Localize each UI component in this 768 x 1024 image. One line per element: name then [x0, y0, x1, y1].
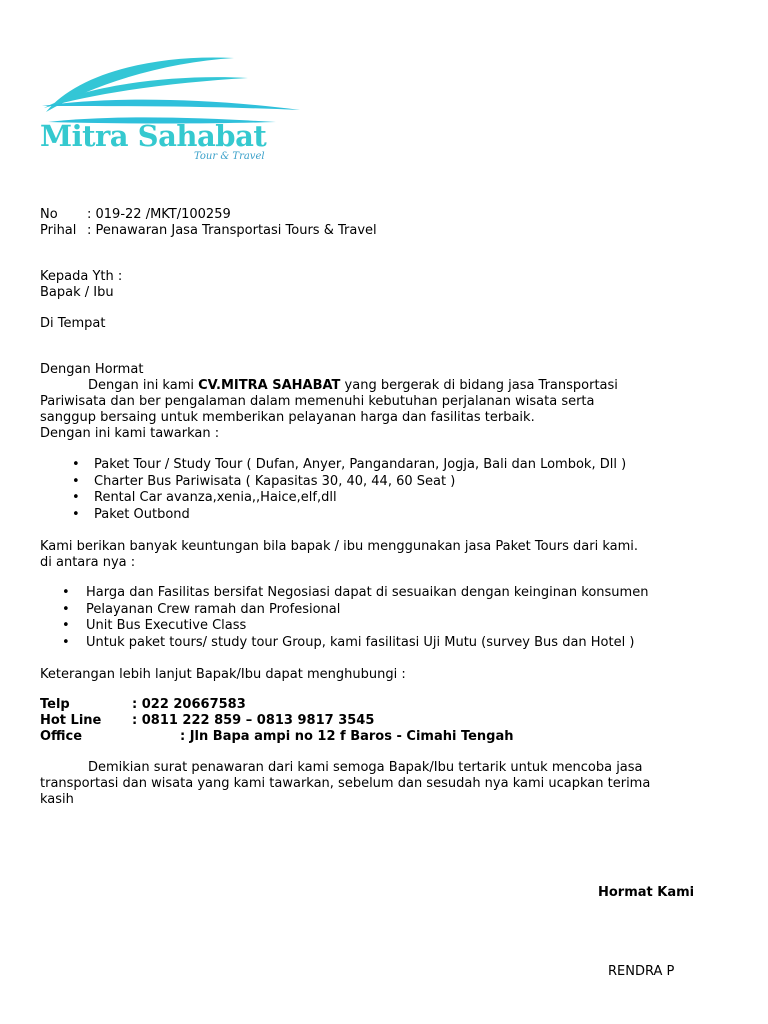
- offer-list: [40, 457, 626, 523]
- closing-line: transportasi dan wisata yang kami tawarkan, sebelum dan sesudah nya kami ucapkan terima: [40, 776, 651, 791]
- intro-paragraph-line: Pariwisata dan ber pengalaman dalam memenuhi kebutuhan perjalanan wisata serta: [40, 394, 595, 409]
- office-label: Office: [40, 729, 83, 744]
- recipient-line: Kepada Yth :: [40, 269, 123, 284]
- intro-pre: Dengan ini kami: [88, 378, 199, 393]
- list-item: • Paket Outbond: [40, 507, 626, 524]
- phone-label: Telp: [40, 697, 70, 712]
- recipient-line: Bapak / Ibu: [40, 285, 114, 300]
- offer-intro: Dengan ini kami tawarkan :: [40, 426, 220, 441]
- company-logo: [38, 52, 300, 168]
- hotline-label: Hot Line: [40, 713, 102, 728]
- recipient-place: Di Tempat: [40, 316, 106, 331]
- benefit-intro: Kami berikan banyak keuntungan bila bapak / ibu menggunakan jasa Paket Tours dari kami.: [40, 539, 639, 554]
- office-value: : Jln Bapa ampi no 12 f Baros - Cimahi Tengah: [180, 729, 514, 744]
- company-name: CV.MITRA SAHABAT: [198, 378, 341, 393]
- list-item: • Pelayanan Crew ramah dan Profesional: [40, 602, 648, 619]
- list-item: • Charter Bus Pariwisata ( Kapasitas 30, 40, 44, 60 Seat ): [40, 474, 626, 491]
- list-item: • Paket Tour / Study Tour ( Dufan, Anyer, Pangandaran, Jogja, Bali dan Lombok, Dll ): [40, 457, 626, 474]
- hotline-value: : 0811 222 859 – 0813 9817 3545: [132, 713, 375, 728]
- subject-label: Prihal: [40, 223, 77, 238]
- letter-number-value: : 019-22 /MKT/100259: [87, 207, 231, 222]
- signer-name: RENDRA P: [608, 964, 675, 979]
- list-item: • Unit Bus Executive Class: [40, 618, 648, 635]
- regards: Hormat Kami: [598, 885, 695, 900]
- logo-subtitle: Tour & Travel: [194, 151, 265, 162]
- benefit-intro: di antara nya :: [40, 555, 136, 570]
- logo-title: Mitra Sahabat: [40, 119, 267, 153]
- intro-post: yang bergerak di bidang jasa Transportasi: [340, 378, 618, 393]
- greeting: Dengan Hormat: [40, 362, 144, 377]
- list-item: • Rental Car avanza,xenia,,Haice,elf,dll: [40, 490, 626, 507]
- intro-paragraph-line: [88, 378, 618, 394]
- phone-value: : 022 20667583: [132, 697, 246, 712]
- list-item: • Untuk paket tours/ study tour Group, kami fasilitasi Uji Mutu (survey Bus dan Hotel ): [40, 635, 648, 652]
- contact-intro: Keterangan lebih lanjut Bapak/Ibu dapat menghubungi :: [40, 667, 406, 682]
- benefit-list: [40, 585, 648, 651]
- closing-line: kasih: [40, 792, 74, 807]
- letter-number-label: No: [40, 207, 58, 222]
- subject-value: : Penawaran Jasa Transportasi Tours & Travel: [87, 223, 377, 238]
- list-item: • Harga dan Fasilitas bersifat Negosiasi dapat di sesuaikan dengan keinginan konsumen: [40, 585, 648, 602]
- intro-paragraph-line: sanggup bersaing untuk memberikan pelayanan harga dan fasilitas terbaik.: [40, 410, 535, 425]
- closing-line: Demikian surat penawaran dari kami semoga Bapak/Ibu tertarik untuk mencoba jasa: [88, 760, 643, 775]
